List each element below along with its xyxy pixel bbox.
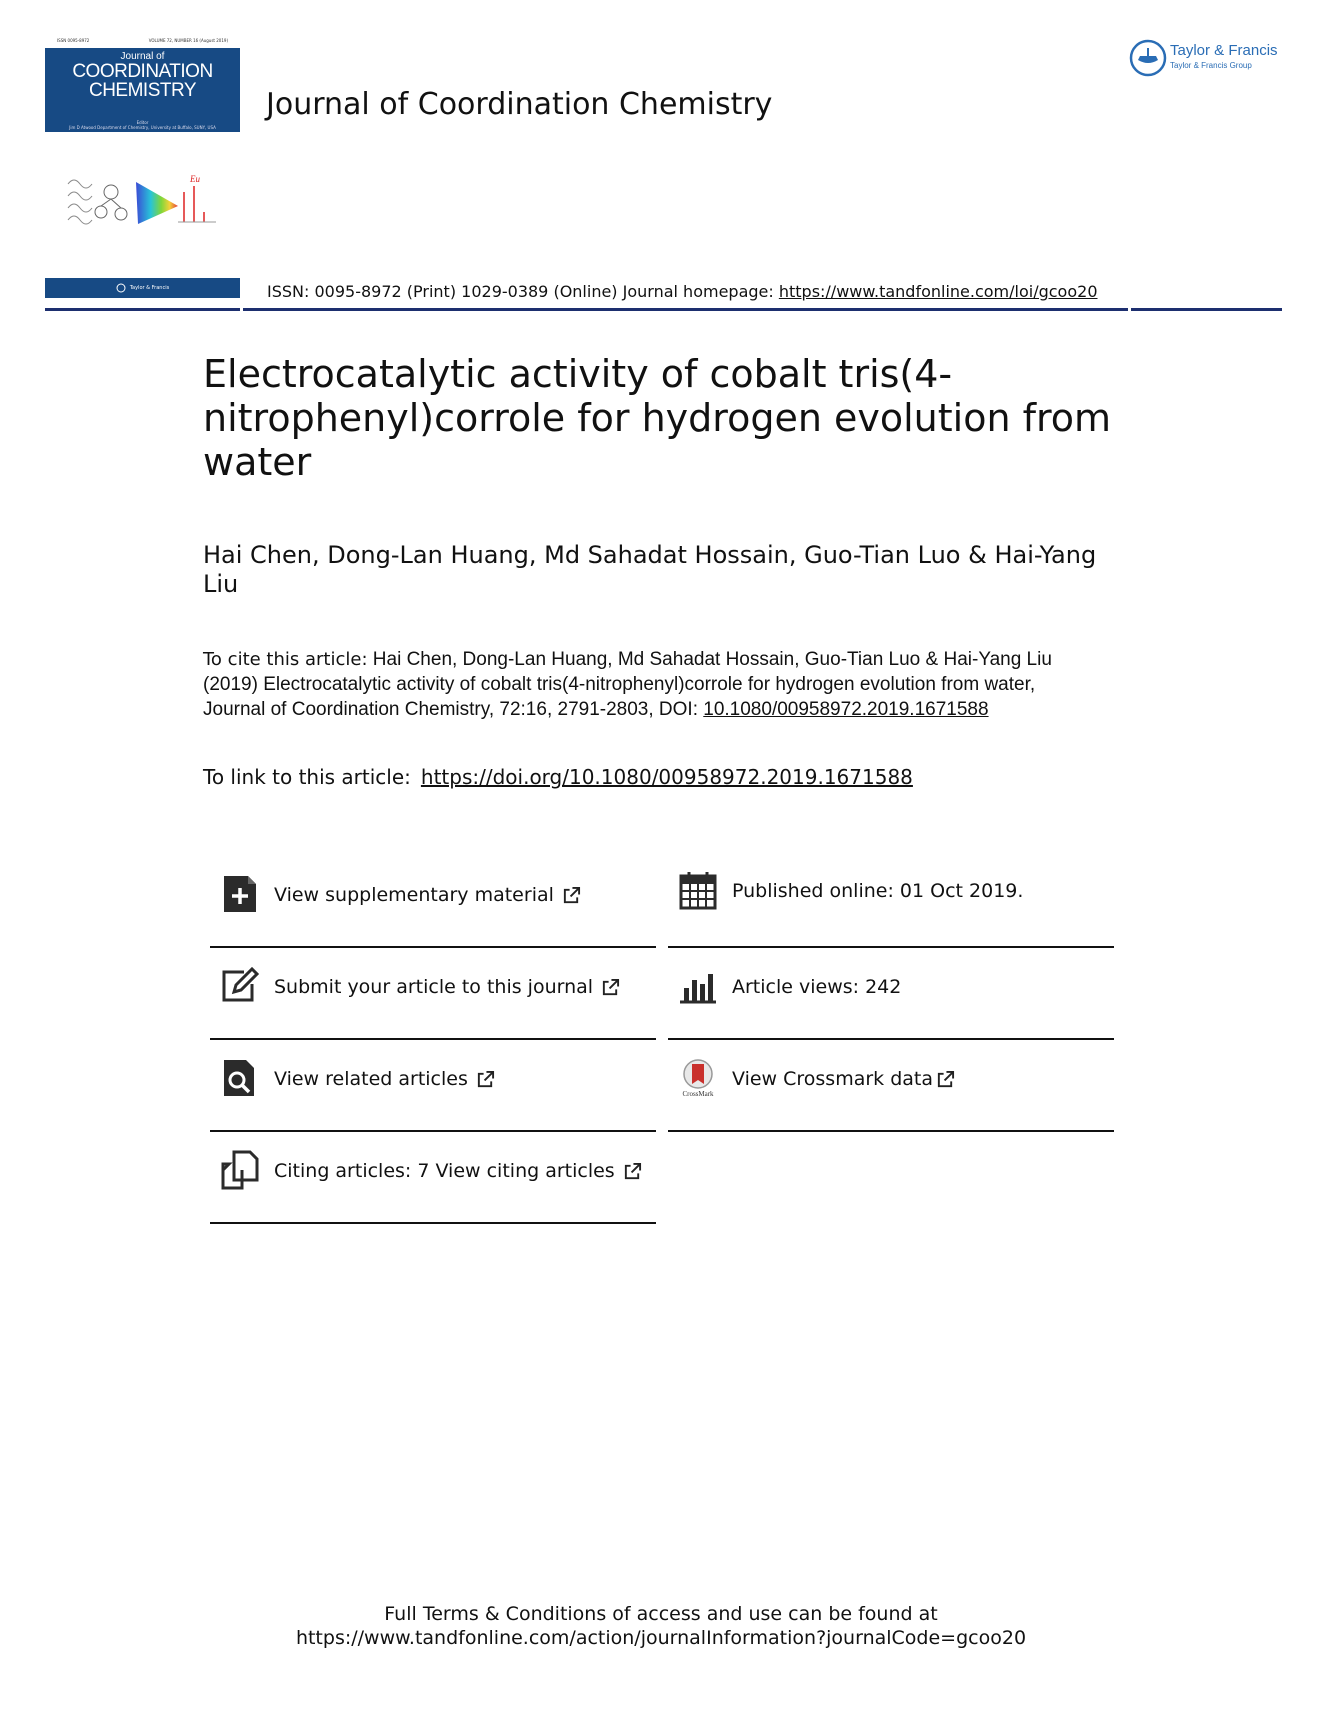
cover-editor-label: Editor [136, 120, 149, 125]
related-articles-link[interactable] [210, 1040, 656, 1130]
article-views-label: Article views: 242 [732, 976, 902, 998]
cover-volume: VOLUME 72, NUMBER 16 (August 2019) [148, 38, 228, 43]
divider [210, 1222, 656, 1224]
links-right-column [668, 856, 1114, 1132]
external-link-icon [601, 978, 620, 997]
supplementary-material-label: View supplementary material [274, 884, 554, 906]
calendar-icon [678, 870, 718, 910]
article-views-info [668, 948, 1114, 1038]
citing-articles-link[interactable] [210, 1132, 656, 1222]
published-online-info [668, 852, 1114, 946]
footer-terms-link[interactable]: https://www.tandfonline.com/action/journalInformation?journalCode=gcoo20 [295, 1627, 1027, 1649]
header-rule [45, 308, 1282, 311]
external-link-icon [623, 1162, 642, 1181]
citation-doi-link[interactable]: 10.1080/00958972.2019.1671588 [703, 699, 989, 720]
crossmark-icon [678, 1058, 718, 1098]
header-rule-gap [240, 308, 243, 311]
crossmark-logo-text: CrossMark [682, 1090, 714, 1098]
submit-article-link[interactable] [210, 948, 656, 1038]
cover-art-label: Eu [190, 174, 200, 184]
related-articles-label: View related articles [274, 1068, 468, 1090]
cover-publisher-band [45, 278, 240, 298]
journal-cover[interactable] [45, 48, 240, 132]
cover-publisher: Taylor & Francis [129, 285, 170, 291]
article-authors: Hai Chen, Dong-Lan Huang, Md Sahadat Hossain, Guo-Tian Luo & Hai-Yang Liu [203, 541, 1097, 598]
article-title: Electrocatalytic activity of cobalt tris(4-nitrophenyl)corrole for hydrogen evolution from water [203, 352, 1112, 484]
plus-document-icon [220, 874, 260, 914]
cover-issn: ISSN 0095-8972 [57, 38, 90, 43]
copy-documents-icon [220, 1150, 260, 1190]
cover-editor [45, 120, 240, 130]
cover-meta [45, 38, 240, 43]
issn-line [267, 282, 1098, 301]
citing-articles-label: Citing articles: 7 View citing articles [274, 1160, 615, 1182]
header-rule-gap [1128, 308, 1131, 311]
publisher-name: Taylor & Francis [1170, 42, 1278, 59]
article-doi-link[interactable]: https://doi.org/10.1080/00958972.2019.1671588 [420, 765, 913, 789]
cover-journal-of: Journal of [120, 51, 165, 62]
external-link-icon [562, 886, 581, 905]
links-left-column [210, 856, 656, 1224]
crossmark-link[interactable] [668, 1040, 1114, 1130]
article-link-row [203, 765, 913, 789]
published-online-label: Published online: 01 Oct 2019. [732, 880, 1024, 902]
citation-label: To cite this article: [203, 649, 368, 670]
citation-text: Hai Chen, Dong-Lan Huang, Md Sahadat Hossain, Guo-Tian Luo & Hai-Yang Liu (2019) Electrocatalytic activity of cobalt tris(4-nitrophenyl)corrole for hydrogen evolution from water, Journal of Coordination Chemistry, 72:16, 2791-2803, DOI: [203, 649, 1052, 720]
journal-title: Journal of Coordination Chemistry [266, 87, 773, 122]
supplementary-material-link[interactable] [210, 856, 656, 946]
footer [0, 1602, 1322, 1650]
cover-chemistry: CHEMISTRY [88, 80, 197, 101]
cover-artwork [66, 172, 221, 232]
edit-icon [220, 966, 260, 1006]
journal-homepage-link[interactable]: https://www.tandfonline.com/loi/gcoo20 [778, 282, 1098, 301]
submit-article-label: Submit your article to this journal [274, 976, 594, 998]
cover-publisher-icon [116, 283, 126, 293]
publisher-group: Taylor & Francis Group [1170, 61, 1252, 70]
crossmark-label: View Crossmark data [732, 1068, 934, 1090]
bar-chart-icon [678, 966, 718, 1006]
issn-text: ISSN: 0095-8972 (Print) 1029-0389 (Online) Journal homepage: [267, 282, 779, 301]
article-link-label: To link to this article: [203, 765, 411, 789]
external-link-icon [476, 1070, 495, 1089]
divider [668, 1130, 1114, 1132]
citation [203, 647, 1063, 722]
cover-editor-name: Jim D Atwood Department of Chemistry, University at Buffalo, SUNY, USA [69, 125, 216, 130]
cover-coordination: COORDINATION [72, 61, 213, 82]
footer-terms: Full Terms & Conditions of access and use can be found at [384, 1603, 938, 1625]
external-link-icon [936, 1070, 955, 1089]
search-document-icon [220, 1058, 260, 1098]
taylor-francis-logo-icon[interactable] [1128, 38, 1168, 78]
